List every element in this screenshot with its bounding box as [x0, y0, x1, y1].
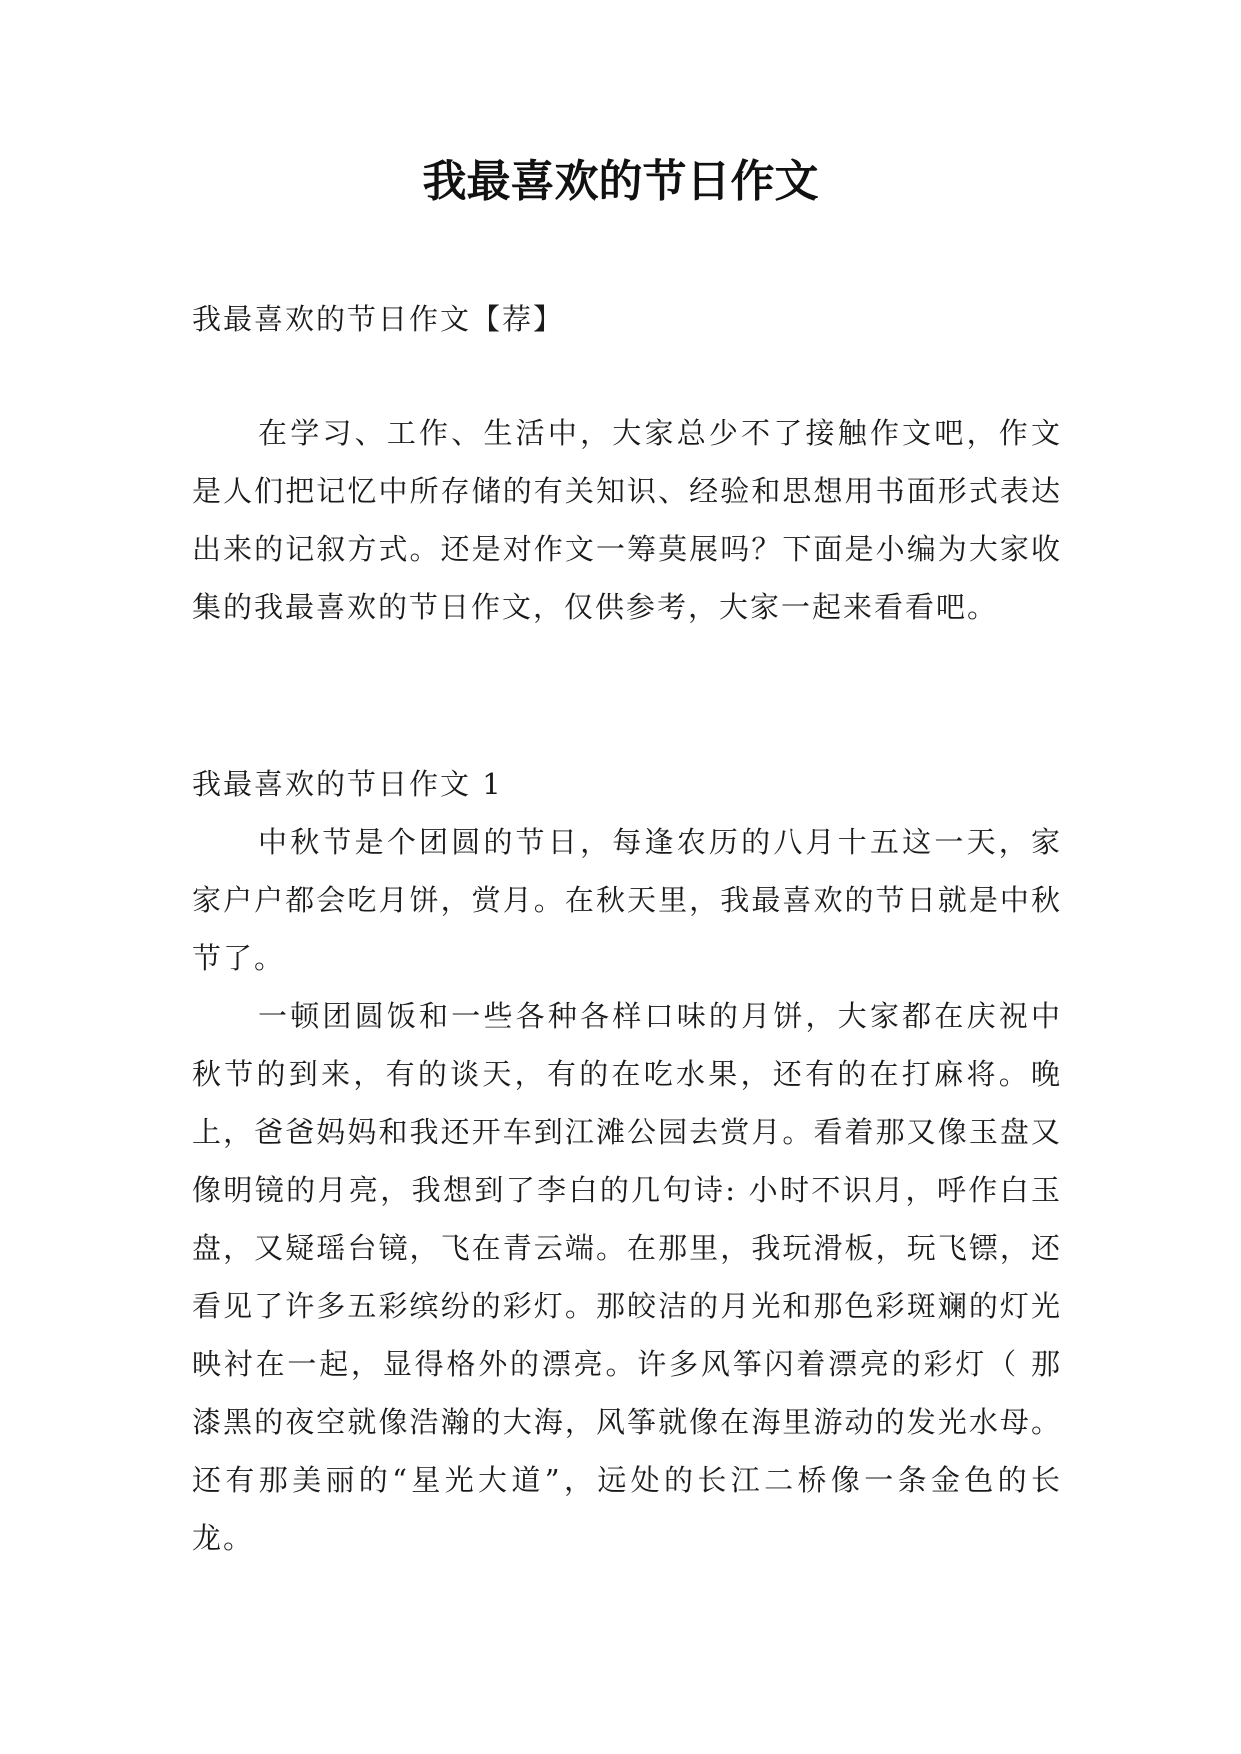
body-paragraph-2: 一顿团圆饭和一些各种各样口味的月饼，大家都在庆祝中秋节的到来，有的谈天，有的在吃水果，还有的在打麻将。晚上，爸爸妈妈和我还开车到江滩公园去赏月。看着那又像玉盘又像明镜的月亮，我想到了李白的几句诗: 小时不识月，呼作白玉盘，又疑瑶台镜，飞在青云端。在那里，我玩滑板，玩飞镖，还看见了许多五彩缤纷的彩灯。那皎洁的月光和那色彩斑斓的灯光映衬在一起，显得格外的漂亮。许多风筝闪着漂亮的彩灯（ 那漆黑的夜空就像浩瀚的大海，风筝就像在海里游动的发光水母。还有那美丽的“星光大道”，远处的长江二桥像一条金色的长龙。 [192, 999, 1062, 1555]
intro-paragraph: 在学习、工作、生活中，大家总少不了接触作文吧，作文是人们把记忆中所存储的有关知识、经验和思想用书面形式表达出来的记叙方式。还是对作文一筹莫展吗？下面是小编为大家收集的我最喜欢的节日作文，仅供参考，大家一起来看看吧。 [192, 416, 1062, 624]
body-paragraph-1: 中秋节是个团圆的节日，每逢农历的八月十五这一天，家家户户都会吃月饼，赏月。在秋天里，我最喜欢的节日就是中秋节了。 [192, 825, 1062, 975]
document-subtitle: 我最喜欢的节日作文【荐】 [192, 302, 565, 336]
document-title: 我最喜欢的节日作文 [422, 156, 819, 207]
section-heading: 我最喜欢的节日作文 1 [192, 767, 503, 801]
